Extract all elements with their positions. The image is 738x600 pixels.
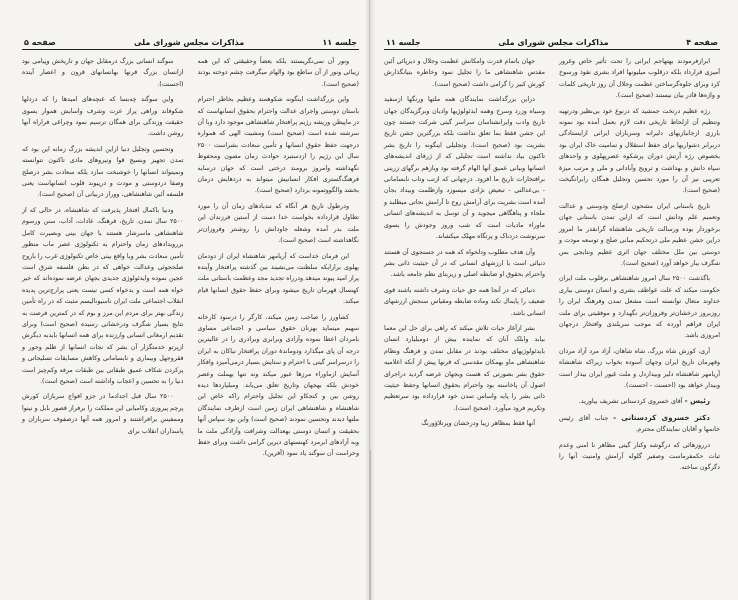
column-right (559, 56, 720, 478)
paragraph: سوگند انسانی بزرگ درمقابل جهان و تاریخش وپیامی بود ازانسان بزرگ قرنها بهانسانهای قرون و اعصار آینده (احسنت). (22, 58, 184, 88)
speaker-text: جناب آقای رئیس خانمها و آقایان نمایندگان محترم. (559, 414, 720, 434)
speaker-text: آقای خسروی کردستانی تشریف بیاورید. (578, 398, 683, 406)
running-title: مذاکرات مجلس شورای ملی (498, 38, 609, 47)
session-label: جلسه ۱۱ (386, 38, 421, 47)
paragraph: رژه عظیم درتخت جمشید که درنوع خود بی‌نظیر ودرتهیه وتنظیم آن ازلحاظ تاریخی دقت لازم بعمل آمده بود نمونه بارزی ازجانبازیهای دلیرانه وسربازان ایرانی ازایستادگی دربرابر دشواریها برای حفظ استقلال و تمامیت خاک ایران بود بخصوص رژه آرتش دوران پرشکوه عصرپهلوی و واحدهای سپاه دانش و بهداشت و ترویج وآبادانی و ملی و مرتب میزهٔ تعریبی نیز آن را مورد تحسین وتجلیل همگان رابرانگیخت (صحیح است). (559, 107, 720, 195)
scan-artifact (370, 450, 371, 600)
paragraph: واین بزرگداشت اینگونه شکوهمند وعظیم بخاطر احترام باستان دوستی واجرای عدالت واحترام بحقوق انسانهاست که در ماپیطن وریشه رژیم پرافتخار شاهنشاهی موجود دارد وبا آن سرشته شده است (صحیح است) ومشیت الهی که همواره درجهت حفظ حقوق انسانها و تأمین سعادت بشراست ۲۵۰۰ سال این رژیم را ازدستبرد حوادث زمان مصون ومحفوظ نگهداشته وامروز برومند درختی است که جهان درسایه فرهنگ‌گستری افکار انسانیش میتواند به دردهایش درمان بخشد والگووتمونه بردارد (صحیح است). (197, 96, 359, 195)
paragraph: تاریخ باستانی ایران مشحون ازصلح ودوستی و عدالت وتعمیم علم ودانش است که ازاین تمدن باستانی جهان برخوردار بوده ورسالت تاریخی شاهنشاه گرانقدر ما امروز دراین جشن عظیم ملی درتحکیم مبانی صلح و توسعه مودت و دوستی بین ملل مختلف جهان اثری عظیم ونتایجی بس شگرف ببار خواهد آورد (صحیح است). (559, 202, 720, 267)
running-title: مذاکرات مجلس شورای ملی (133, 38, 245, 47)
page-number: صفحه ۴ (686, 38, 718, 47)
column-right (198, 56, 360, 464)
paragraph: ودنیا باکمال افتخار پذیرفت که شاهنشاه، در حالی که از ۲۵۰۰ سال تمدن، تاریخ، فرهنگ، عادات، آداب، سنن ورسوم شاهنشاهی ماسرشار هستند با جهان بینی وبصیرت کامل بررویدادهای زمان واحترام به تکنولوژی عصر ماب منظور تأمین سعادت بشر وبا واقع بینی خاص تکنولوژی غرب را باروح صلحجوئی وعدالت خواهی که در بطن فلسفه شرق است عجین نموده وایدئولوژی جدیدی بجهان عرضه نموده‌اند که خیر خواه همه است و بدخواه کسی نیست یعنی پرارج‌ترین پدیده انقلاب اجتماعی ملت ایران ناسیونالیسم مثبت که در راه تأمین زندگی بهتر برای مردم این مرز و بوم که در کمترین فرصت به نتایج بسیار شگرف ودرخشانی رسیده (صحیح است) وبرای تقدیم ارمغانی انسانی وارزنده برای همه انسانها بایدبه دیگرش ازپرتو خدمتگزار آن بشر که نجات انسانها از ظلم وجور و فقروجهل وبیماری و نابسامانی وکاهش مسابقات تسلیحاتی و پرکردن شکاف عمیق طبقاتی بین طبقات مرفه وکم‌چیز است دنیا را به تحسین و اعجاب واداشته است (صحیح است). (22, 206, 184, 385)
page-header (384, 34, 720, 50)
paragraph: این فرمان خداست که آریامهر شاهنشاه ایران از دودمان پهلوی برارایکه سلطنت می‌نشیند بین گذشته پرافتخار وآینده پراز امید پیوند میدهد ودرراه تجدید مجد وعظمت باستانی ملت کهنسال قهرمان تاریخ میشود وبرای حفظ حقوق انسانها قیام میکند. (197, 252, 359, 306)
paragraph: آنها فقط بمظاهر زیبا ودرخشان وپرتلاؤورنگ (421, 420, 535, 428)
page-columns (384, 56, 720, 478)
page-4 (369, 0, 738, 600)
paragraph: باگذشت ۲۵۰۰ سال امروز شاهنشاهی برقلوب ملت ایران حکومت میکند که علت عواطف بشری و انسان دوستی بیاری خداوند متعال توانسته است مشعل تمدن وفرهنگ ایران را روزبروز درخشان‌تر وفروزان‌تر نگهدارد و موفقیتی برای ملت ایران فراهم آورده که موجب سربلندی وافتخار درجهان امروزی باشد. (559, 275, 720, 340)
paragraph: جهان باتمام قدرت وامکانش عظمت وجلال و دیرپائی آئین مقدس شاهنشاهی ما را تجلیل نمود وخاطره بنیانگذارش کورش کبیر را گرامی داشت (صحیح است). (384, 58, 545, 88)
paragraph: دنیائی که در آنجا همه حق حیات وشرف داشته باشند قوی ضعیف را پایمال نکند وماده ضابطه ومقیاس سنجش ارزشهای انسانی باشد. (384, 286, 545, 317)
column-left (22, 56, 184, 464)
column-left (384, 56, 545, 478)
page-header (22, 34, 359, 50)
paragraph: کشاورز را صاحب زمین میکند، کارگر را درسود کارخانه سهیم مینماید بهزنان حقوق سیاسی و اجتماعی مساوی بامردان اعطا نموده وآزادی وبرابری وبرادری را در عالیترین درجه آن پای میگذارد ودوماندهٔ دوران پرافتخار نیاکان به ایران را درسراسر گیتی با احترام و ستایش بسیار درمی‌آمیزد وافکار آسایش ازماوراء مرزها عبور میکند ونه تنها بهملت وعصر خودش بلکه بهجهان وتاریخ تعلق می‌یابد. ومبلیاردها دیده روشن بین و کنجکاو این تجلیل واحترام راکه خاص این شاهنشاه و شاهنشاهی ایران زمین است ازطرف نمایندگان ملتها دیدند وتحسین نمودند (صحیح است) واین بود سپاس آنها بحقیقت و انسان دوستی بهعدالت وشرافت وآزادگی ملت ما وبه آزادهای ابرمرد کهنستهای دیرین گرامی داشت وبرای حفظ وحراست آن سوگند یاد نمود (آفرین). (197, 313, 359, 458)
speaker-line (559, 395, 720, 407)
paragraph: وآن هدف مطلوب ودلخواه که همه در جستجوی آن هستند دنیائی است با ارزشهای انسانی که در آن حیثیت ذاتی بشر واحترام بحقوق او ضابطه اصلی و زیربنای نظم جامعه باشد. (384, 248, 545, 279)
speaker-line (559, 412, 720, 436)
session-label: جلسه ۱۱ (322, 38, 357, 47)
page-columns (22, 56, 359, 464)
paragraph: آری، کورش شاه بزرگ، شاه شاهان، آزاد مرد آزاد مردان وقهرمان تاریخ ایران وجهان آسوده بخواب زیراکه شاهنشاه آریامهر شاهنشاه دلیر وبیداردل و ملت غیور ایران بیدار است وبیدار خواهد بود (احسنت - احسنت). (559, 347, 720, 389)
paragraph: وتحسین وتجلیل دنیا ازاین اندیشه بزرگ زمانه این بود که تمدن تجهیز وبسیج قوا ونیروهای مادی تاکنون نتوانسته ونمیتواند انسانها را خوشبخت سازد بلکه سعادت بشر درصلح وصفا دردوستی و مودت و درپیوند قلوب انسانهاست یعنی فلسفه آئین شاهنشاهی، ووراز دربیانی آن (صحیح است). (22, 145, 184, 199)
paragraph: ۲۵۰۰ سال قبل اجدادما در جزو افواج سربازان کورش پرچم پیروزی وکامیابی این مملکت را برفراز قصور بابل و نینوا وممفیس برافراشتند و امروز همه آنها درصفوف سربازان و پاسداران انقلاب برای (22, 393, 184, 435)
paragraph: بشر ازآغاز حیات تلاش میکند که راهی برای حل این معما بیابد وابلک آنان که نماینده بیش از دومیلیارد انسان بایدئولوژیهای مختلف بودند در مقابل تمدن و فرهنگ ونظام شاهنشاهی ماو بهمکان مقدسی که قرنها پیش از آنکه اعلامیه حقوق بشر بصورتی که هست وبجهان عرضه گردید دراجرای اصول آن پاخاسته بود واحترام بحقوق انسانها وحفظ حیثیت ذاتی بشر را پایه واساس تمدن خود قرارداده بود سرتعظیم وتکریم فرود میآورد. (صحیح است). (384, 324, 545, 412)
paragraph: دراین بزرگداشت نمایندگان همه ملتها ورنگها ازسفید وسیاه وزرد وسرخ وهمه ایدئولوژیها وادیان وبرگزیدگان جهان تاریخ وادب وایرانشناسان سراسر گیتی شرکت جستند چون این جشن فقط بما تعلق نداشت بلکه بزرگترین جشن تاریخ بشریت بود (صحیح است). وتجلیلی اینگونه را تاریخ بشر تاکنون بیاد نداشته است تجلیلی که از ژرفای اندیشه‌های انسانها وبیانی عمیق آنها الهام گرفته بود وبازهم برگهای زرینی برافتخارات تاریخ ما افزود. درجهانی که ازتب وتاب نابسامانی - بی‌عدالتی - تبعیض نژادی میسوزد وازظلمت وبیداد بجان آمده است بشریت برای آرامش روح تا آرامش نجاتی میطلبد و ملجاء و پناهگاهی میجوید و آن توسل به اندیشه‌های انسانی ماوراء مادیات است که شب وروز وجودش را بسوی سرنوشت دردناک و پرتگاه مهلک میکشاند. (384, 96, 545, 241)
paragraph: ابرازفرمودند بهتهاجم ایرانی را تحت تأثیر خاص وغرور آمیزی قرارداد بلکه درقلوب میلیونها افراد بشری نفوذ ورسوخ کرد وبرای جلوه‌گرساختن عظمت وجلال آن روز تاریخی کلمات و واژه‌ها قادر بیان نیستند (صحیح است). (559, 58, 720, 100)
paragraph: واین سوگند چه‌بسا که غنچه‌های امیدها را که دردلها شکوفاند وراهی پراز عزت وشرف واسایش هموار بسوی حقیقت وزندگی برای همگان ترسیم نمود وچراغی فراراه آنها روشن داشت. (22, 96, 184, 138)
page-number: صفحه ۵ (24, 38, 56, 47)
paragraph: درروزهائی که درگوشه وکنار گیتی مظاهر نا امنی وعدم ثبات حکمفرماست وصفیر گلوله آرامش وامنیت آنها را دگرگون ساخته. (559, 441, 720, 472)
speaker-name: دکتر خسروی کردستانی - (613, 412, 710, 422)
paragraph: ونور آن نمی‌نگریستند بلکه بعضاً وحقیقتی که این همه زیبائی ونور از آن ساطع بود والهام میگرفت چشم دوخته بودند (صحیح است). (197, 58, 359, 88)
speaker-name: رئیس - (684, 396, 710, 406)
paragraph: ودرطول تاریخ هر آنگاه که تندبادهای زمان آن را مورد تطاول قرارداده بخواست خدا دست از آستین فرزندان این ملت بدر آمده وشعله جاودانش را روشنتر وفروزان‌تر نگاهداشته است (صحیح است). (197, 202, 359, 245)
